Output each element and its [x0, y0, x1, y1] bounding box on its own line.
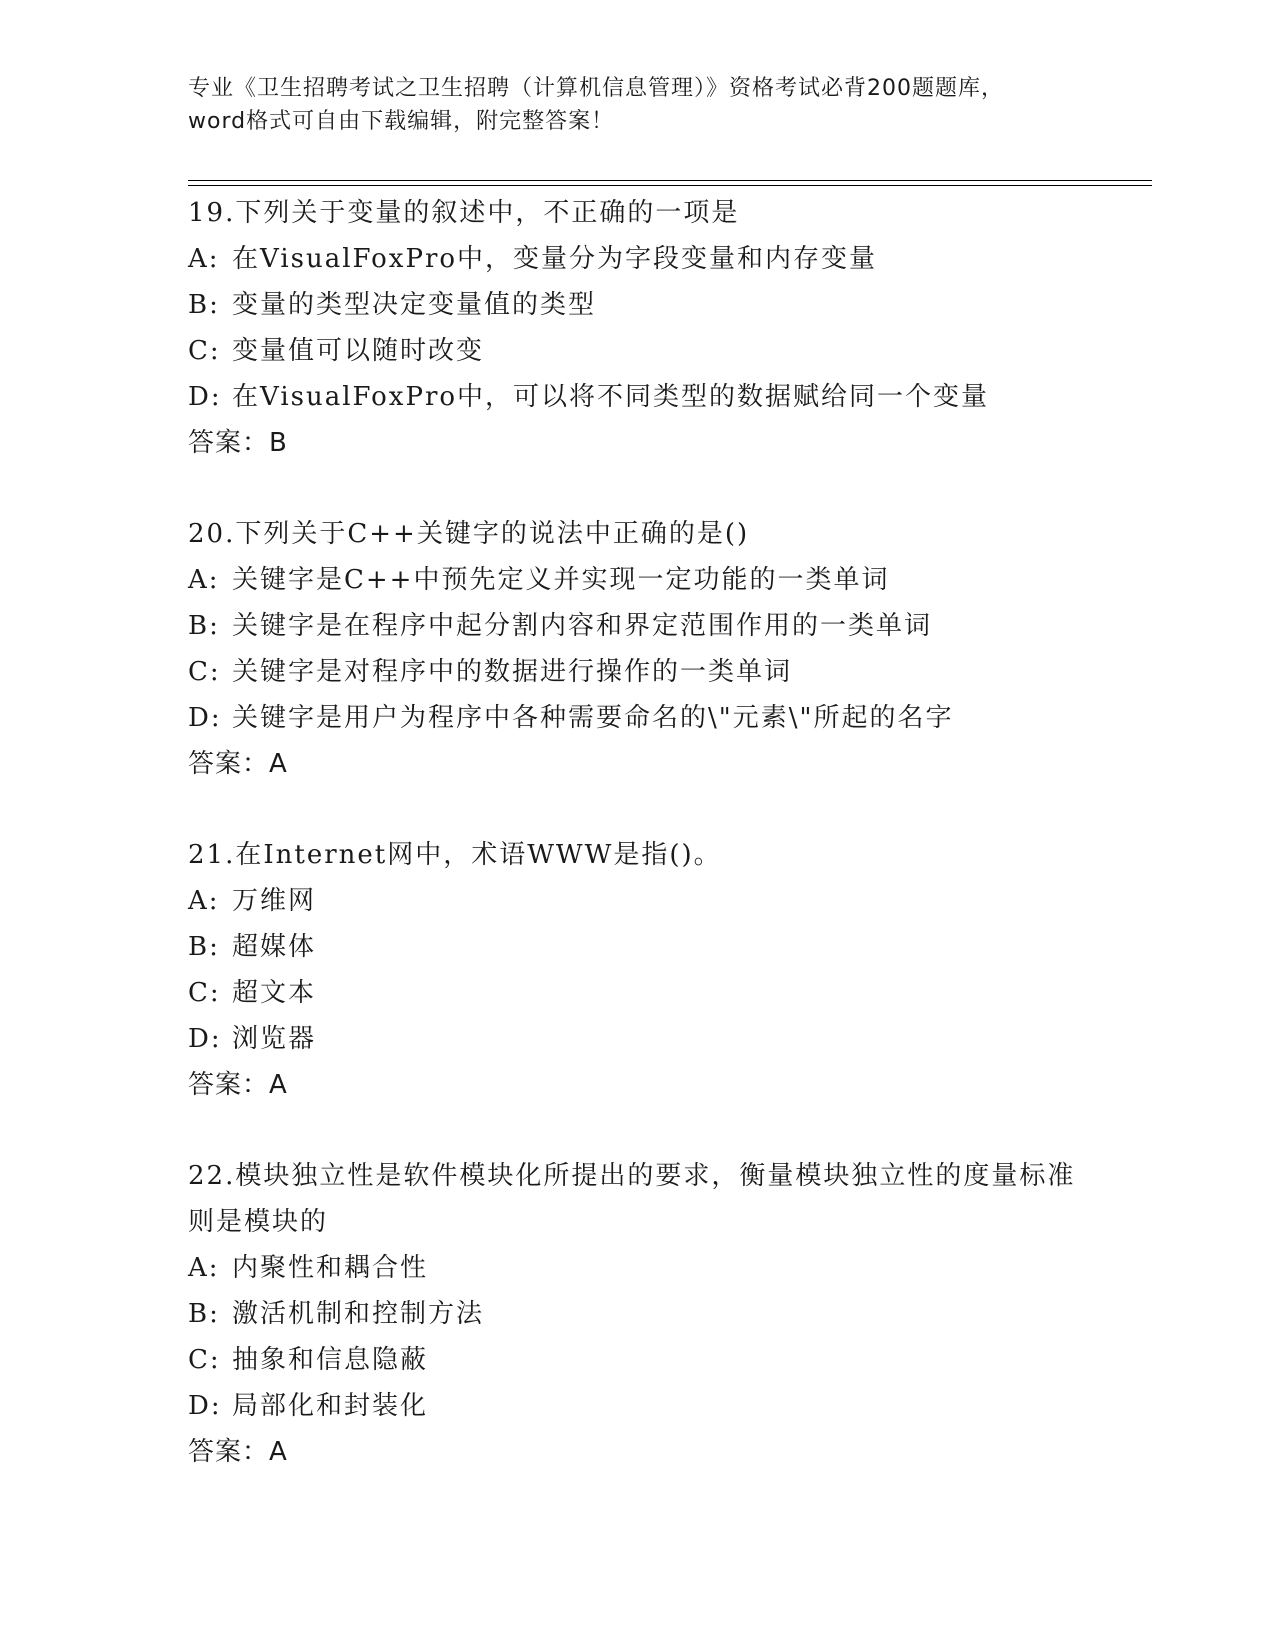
answer-label: 答案：A [188, 1437, 288, 1467]
option-text: 抽象和信息隐蔽 [232, 1345, 429, 1375]
option-text: 万维网 [232, 886, 317, 916]
option-letter: C: [188, 1345, 221, 1375]
option-text: 局部化和封装化 [232, 1391, 429, 1421]
question-20 [188, 511, 1148, 787]
question-title: 19.下列关于变量的叙述中，不正确的一项是 [188, 198, 740, 228]
question-21 [188, 832, 1148, 1108]
option-c [188, 970, 1148, 1016]
option-text: 内聚性和耦合性 [232, 1253, 429, 1283]
option-a [188, 557, 1148, 603]
option-d [188, 1383, 1148, 1429]
question-title: 20.下列关于C++关键字的说法中正确的是() [188, 519, 750, 549]
option-text: 超文本 [232, 978, 317, 1008]
option-text: 关键字是C++中预先定义并实现一定功能的一类单词 [232, 565, 890, 595]
option-letter: A: [188, 1253, 220, 1283]
option-letter: C: [188, 657, 221, 687]
option-letter: B: [188, 932, 220, 962]
answer-label: 答案：A [188, 1070, 288, 1100]
option-a [188, 236, 1148, 282]
answer-label: 答案：A [188, 749, 288, 779]
option-d [188, 1016, 1148, 1062]
option-c [188, 328, 1148, 374]
question-22 [188, 1153, 1148, 1475]
header-divider-top [188, 180, 1152, 181]
option-a [188, 1245, 1148, 1291]
option-b [188, 1291, 1148, 1337]
option-letter: C: [188, 336, 221, 366]
option-text: 激活机制和控制方法 [232, 1299, 485, 1329]
document-header [188, 72, 1088, 138]
option-letter: A: [188, 886, 220, 916]
answer-label: 答案：B [188, 428, 288, 458]
question-19 [188, 190, 1148, 466]
option-text: 浏览器 [232, 1024, 317, 1054]
option-c [188, 649, 1148, 695]
option-letter: A: [188, 565, 220, 595]
option-letter: D: [188, 1024, 222, 1054]
option-a [188, 878, 1148, 924]
option-letter: B: [188, 611, 220, 641]
header-line-2: word格式可自由下载编辑，附完整答案！ [188, 109, 615, 134]
option-letter: D: [188, 703, 222, 733]
option-b [188, 603, 1148, 649]
option-text: 超媒体 [232, 932, 317, 962]
question-list [188, 190, 1148, 1520]
option-b [188, 282, 1148, 328]
header-divider-bottom [188, 185, 1152, 186]
option-text: 在VisualFoxPro中，变量分为字段变量和内存变量 [232, 244, 878, 274]
option-text: 变量值可以随时改变 [232, 336, 485, 366]
option-d [188, 695, 1148, 741]
question-title: 22.模块独立性是软件模块化所提出的要求，衡量模块独立性的度量标准则是模块的 [188, 1161, 1076, 1237]
option-letter: B: [188, 1299, 220, 1329]
option-letter: D: [188, 1391, 222, 1421]
option-letter: C: [188, 978, 221, 1008]
option-text: 关键字是用户为程序中各种需要命名的\"元素\"所起的名字 [232, 703, 954, 733]
header-line-1: 专业《卫生招聘考试之卫生招聘（计算机信息管理）》资格考试必背200题题库， [188, 76, 1004, 101]
option-letter: B: [188, 290, 220, 320]
option-b [188, 924, 1148, 970]
question-title: 21.在Internet网中，术语WWW是指()。 [188, 840, 722, 870]
option-letter: D: [188, 382, 222, 412]
option-c [188, 1337, 1148, 1383]
option-d [188, 374, 1148, 420]
option-letter: A: [188, 244, 220, 274]
option-text: 变量的类型决定变量值的类型 [232, 290, 597, 320]
option-text: 关键字是对程序中的数据进行操作的一类单词 [232, 657, 793, 687]
option-text: 关键字是在程序中起分割内容和界定范围作用的一类单词 [232, 611, 933, 641]
option-text: 在VisualFoxPro中，可以将不同类型的数据赋给同一个变量 [232, 382, 990, 412]
